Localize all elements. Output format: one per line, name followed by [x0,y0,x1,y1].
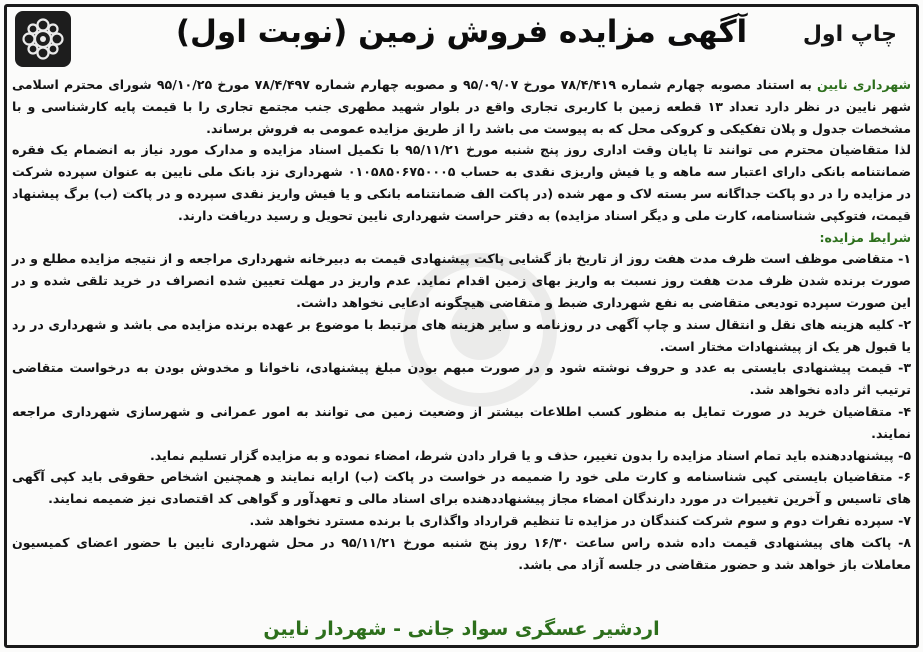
condition-item-2: ۲- کلیه هزینه های نقل و انتقال سند و چاپ آگهی در روزنامه و سایر هزینه های مرتبط با موضوع بر عهده برنده مزایده می باشد و شهرداری در رد یا قبول هر یک از پیشنهادات مختار است. [12,316,911,354]
header [10,8,913,70]
submission-paragraph: لذا متقاضیان محترم می توانند تا پایان وقت اداری روز پنج شنبه مورخ ۹۵/۱۱/۲۱ با تکمیل اسناد مزایده و مدارک مورد نیاز به انضمام یک فقره ضمانتنامه بانکی دارای اعتبار سه ماهه و یا فیش واریزی نقدی به حساب ۰۱۰۵۸۵۰۶۷۵۰۰۰۵ شهرداری نزد بانک ملی نایین به عنوان سپرده شرکت در مزایده را در دو پاکت جداگانه سر بسته لاک و مهر شده (در پاکت الف ضمانتنامه بانکی و یا فیش واریز نقدی سپرده و در پاکت (ب) برگ پیشنهاد قیمت، فتوکپی شناسنامه، کارت ملی و دیگر اسناد مزایده) به دفتر حراست شهرداری نایین تحویل و رسید دریافت دارند. [12,142,912,223]
intro-text: به استناد مصوبه چهارم شماره ۷۸/۴/۴۱۹ مورخ ۹۵/۰۹/۰۷ و مصوبه چهارم شماره ۷۸/۴/۴۹۷ مورخ ۹۵/۱۰/۲۵ شورای محترم اسلامی شهر نایین در نظر دارد تعداد ۱۳ قطعه زمین با کاربری تجاری واقع در بلوار شهید مطهری جنب مجتمع تجاری را با قیمت پایه کارشناسی و با مشخصات جدول و پلان تفکیکی و کروکی محل که به پیوست می باشد را از طریق مزایده عمومی به فروش برساند. [12,77,912,136]
condition-item-7: ۷- سپرده نفرات دوم و سوم شرکت کنندگان در مزایده تا تنظیم قرارداد واگذاری با برنده مسترد نخواهد شد. [249,512,911,528]
condition-item-6: ۶- متقاضیان بایستی کپی شناسنامه و کارت ملی خود را ضمیمه در خواست در پاکت (ب) ارایه نمایند و همچنین اشخاص حقوقی باید کپی آگهی های تاسیس و آخرین تغییرات در مورد دارندگان امضاء مجاز پیشنهاددهنده برای اسناد مالی و تعهدآور و گواهی کد اقتصادی نیز ضمیمه نمایند. [12,469,911,507]
ad-body [12,74,911,596]
conditions-title: شرایط مزایده: [819,229,911,245]
print-label: چاپ اول [802,22,897,47]
intro-paragraph [12,74,911,139]
municipality-emblem-icon [14,10,72,68]
signature-line: اردشیر عسگری سواد جانی - شهردار نایین [263,618,660,640]
condition-item-3: ۳- قیمت پیشنهادی بایستی به عدد و حروف نوشته شود و در صورت مبهم بودن مبلغ پیشنهادی، ناخوانا و مخدوش بودن به درخواست متقاضی ترتیب اثر داده نخواهد شد. [12,360,911,398]
intro-subject: شهرداری نایین [817,77,911,92]
page-title: آگهی مزایده فروش زمین (نوبت اول) [175,14,748,50]
condition-item-1: ۱- متقاضی موظف است ظرف مدت هفت روز از تاریخ باز گشایی پاکت پیشنهادی قیمت به دبیرخانه شهرداری مراجعه و از نتیجه مزایده مطلع و در صورت برنده شدن ظرف مدت هفت روز نسبت به واریز بهای زمین اقدام نماید. عدم واریز در مهلت تعیین شده انصراف در خرید تلقی شده و در این صورت سپرده تودیعی متقاضی به نفع شهرداری ضبط و متقاضی هیچگونه ادعایی نخواهد داشت. [12,251,911,310]
condition-item-5: ۵- پیشنهاددهنده باید تمام اسناد مزایده را بدون تغییر، حذف و یا قرار دادن شرط، امضاء نموده و به مزایده گزار تسلیم نماید. [150,447,911,463]
condition-item-8: ۸- پاکت های پیشنهادی قیمت داده شده راس ساعت ۱۶/۳۰ روز پنج شنبه مورخ ۹۵/۱۱/۲۱ در محل شهرداری نایین با حضور اعضای کمیسیون معاملات باز خواهد شد و حضور متقاضی در جلسه آزاد می باشد. [12,534,911,572]
condition-item-4: ۴- متقاضیان خرید در صورت تمایل به منظور کسب اطلاعات بیشتر از وضعیت زمین می توانند به امور عمرانی و شهرسازی شهرداری مراجعه نمایند. [12,403,911,441]
